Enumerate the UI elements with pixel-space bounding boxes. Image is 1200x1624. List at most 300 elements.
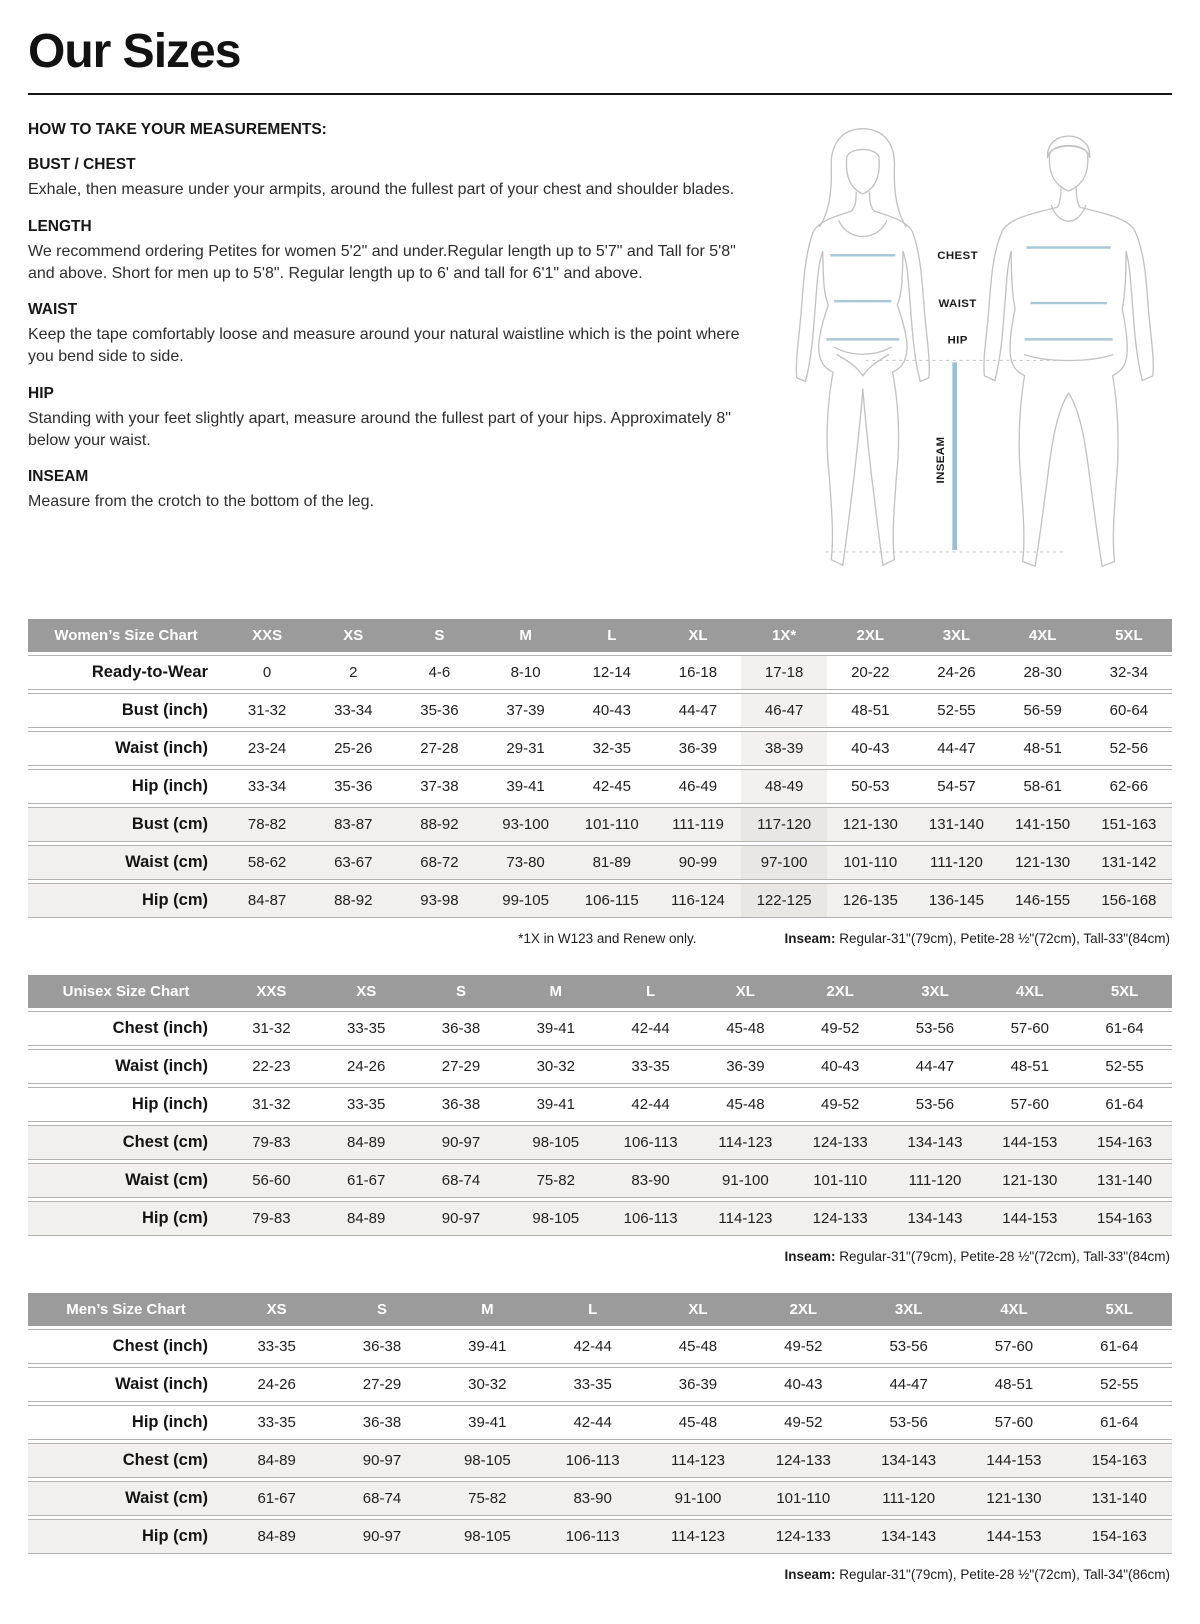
size-column-header: 4XL [1000, 619, 1086, 652]
instruction-waist [28, 301, 770, 368]
size-cell: 106-113 [540, 1443, 645, 1478]
size-cell: 154-163 [1077, 1125, 1172, 1160]
size-cell: 101-110 [793, 1163, 888, 1198]
size-cell: 46-47 [741, 693, 827, 728]
size-cell: 88-92 [310, 883, 396, 918]
size-cell: 33-35 [540, 1367, 645, 1402]
size-column-header: 5XL [1067, 1293, 1172, 1326]
instruction-title: LENGTH [28, 217, 92, 235]
size-cell: 106-113 [603, 1201, 698, 1236]
size-column-header: S [414, 975, 509, 1008]
size-cell: 52-56 [1086, 731, 1172, 766]
size-cell: 93-100 [483, 807, 569, 842]
one-x-footnote: *1X in W123 and Renew only. [518, 931, 697, 946]
size-cell: 23-24 [224, 731, 310, 766]
size-cell: 98-105 [435, 1519, 540, 1554]
size-column-header: 3XL [913, 619, 999, 652]
size-column-header: 4XL [961, 1293, 1066, 1326]
waist-label: WAIST [938, 297, 977, 310]
size-cell: 121-130 [982, 1163, 1077, 1198]
size-cell: 83-87 [310, 807, 396, 842]
table-row [28, 1481, 1172, 1516]
size-cell: 48-51 [982, 1049, 1077, 1084]
size-cell: 30-32 [508, 1049, 603, 1084]
size-column-header: L [603, 975, 698, 1008]
size-column-header: 5XL [1086, 619, 1172, 652]
measurement-figure [770, 111, 1172, 590]
inseam-footnote-text: Regular-31"(79cm), Petite-28 ½"(72cm), Tall-33"(84cm) [835, 1249, 1170, 1264]
size-cell: 88-92 [396, 807, 482, 842]
row-label: Waist (cm) [28, 1163, 224, 1198]
row-label: Hip (inch) [28, 1087, 224, 1122]
size-cell: 57-60 [982, 1087, 1077, 1122]
size-cell: 117-120 [741, 807, 827, 842]
size-cell: 36-39 [655, 731, 741, 766]
size-cell: 42-44 [540, 1405, 645, 1440]
size-column-header: L [540, 1293, 645, 1326]
size-cell: 27-29 [414, 1049, 509, 1084]
size-cell: 60-64 [1086, 693, 1172, 728]
size-cell: 22-23 [224, 1049, 319, 1084]
size-cell: 44-47 [856, 1367, 961, 1402]
size-cell: 98-105 [435, 1443, 540, 1478]
size-cell: 111-120 [913, 845, 999, 880]
size-cell: 49-52 [793, 1011, 888, 1046]
size-cell: 35-36 [310, 769, 396, 804]
size-cell: 101-110 [827, 845, 913, 880]
instruction-body: Measure from the crotch to the bottom of the leg. [28, 493, 374, 511]
size-column-header: 2XL [793, 975, 888, 1008]
size-cell: 91-100 [698, 1163, 793, 1198]
size-column-header: M [508, 975, 603, 1008]
size-column-header: XXS [224, 619, 310, 652]
size-cell: 35-36 [396, 693, 482, 728]
size-cell: 36-39 [645, 1367, 750, 1402]
size-cell: 39-41 [508, 1011, 603, 1046]
womens-inseam-footnote [784, 931, 1170, 946]
size-cell: 90-97 [414, 1125, 509, 1160]
size-cell: 99-105 [483, 883, 569, 918]
size-guide-page [0, 24, 1200, 1582]
size-cell: 52-55 [913, 693, 999, 728]
instruction-hip [28, 385, 770, 452]
size-column-header: 2XL [751, 1293, 856, 1326]
size-cell: 134-143 [856, 1443, 961, 1478]
size-cell: 28-30 [1000, 655, 1086, 690]
size-cell: 48-51 [1000, 731, 1086, 766]
instruction-body: We recommend ordering Petites for women 5'2" and under.Regular length up to 5'7" and Tall for 5'8" and above. Short for men up to 5'8". Regular length up to 6' and tall for 6'1" and above. [28, 242, 736, 282]
size-cell: 121-130 [1000, 845, 1086, 880]
size-cell: 31-32 [224, 1011, 319, 1046]
inseam-footnote-label: Inseam: [784, 1567, 836, 1582]
size-cell: 24-26 [913, 655, 999, 690]
size-cell: 39-41 [483, 769, 569, 804]
size-cell: 12-14 [569, 655, 655, 690]
size-cell: 2 [310, 655, 396, 690]
size-cell: 75-82 [508, 1163, 603, 1198]
size-cell: 36-38 [329, 1329, 434, 1364]
size-cell: 42-44 [540, 1329, 645, 1364]
size-cell: 68-74 [414, 1163, 509, 1198]
size-cell: 24-26 [319, 1049, 414, 1084]
mens-size-table [28, 1290, 1172, 1557]
size-cell: 37-39 [483, 693, 569, 728]
size-cell: 79-83 [224, 1201, 319, 1236]
size-cell: 40-43 [793, 1049, 888, 1084]
size-cell: 52-55 [1067, 1367, 1172, 1402]
table-row [28, 693, 1172, 728]
size-cell: 45-48 [645, 1329, 750, 1364]
size-cell: 114-123 [645, 1519, 750, 1554]
size-cell: 154-163 [1077, 1201, 1172, 1236]
size-cell: 75-82 [435, 1481, 540, 1516]
size-cell: 25-26 [310, 731, 396, 766]
size-column-header: L [569, 619, 655, 652]
size-cell: 114-123 [645, 1443, 750, 1478]
womens-size-table [28, 616, 1172, 921]
size-cell: 45-48 [645, 1405, 750, 1440]
size-cell: 16-18 [655, 655, 741, 690]
size-cell: 44-47 [655, 693, 741, 728]
instruction-body: Standing with your feet slightly apart, measure around the fullest part of your hips. Approximately 8" below your waist. [28, 409, 731, 449]
table-row [28, 1049, 1172, 1084]
mens-inseam-footnote [784, 1567, 1170, 1582]
size-cell: 0 [224, 655, 310, 690]
size-cell: 68-72 [396, 845, 482, 880]
size-cell: 91-100 [645, 1481, 750, 1516]
size-cell: 124-133 [751, 1443, 856, 1478]
size-cell: 39-41 [508, 1087, 603, 1122]
table-row [28, 769, 1172, 804]
table-title: Women’s Size Chart [28, 619, 224, 652]
size-cell: 84-89 [319, 1201, 414, 1236]
size-column-header: 3XL [888, 975, 983, 1008]
size-column-header: XS [319, 975, 414, 1008]
row-label: Hip (inch) [28, 769, 224, 804]
size-cell: 111-120 [888, 1163, 983, 1198]
size-cell: 56-60 [224, 1163, 319, 1198]
size-cell: 98-105 [508, 1125, 603, 1160]
table-row [28, 1087, 1172, 1122]
size-cell: 33-34 [310, 693, 396, 728]
size-cell: 81-89 [569, 845, 655, 880]
size-cell: 62-66 [1086, 769, 1172, 804]
size-cell: 40-43 [569, 693, 655, 728]
table-row [28, 1125, 1172, 1160]
size-cell: 90-97 [414, 1201, 509, 1236]
size-cell: 53-56 [888, 1011, 983, 1046]
size-cell: 79-83 [224, 1125, 319, 1160]
instruction-body: Exhale, then measure under your armpits, around the fullest part of your chest and shoulder blades. [28, 181, 735, 198]
size-cell: 42-44 [603, 1011, 698, 1046]
size-cell: 33-35 [603, 1049, 698, 1084]
size-column-header: M [483, 619, 569, 652]
size-cell: 32-34 [1086, 655, 1172, 690]
row-label: Bust (cm) [28, 807, 224, 842]
size-cell: 106-113 [540, 1519, 645, 1554]
size-cell: 58-62 [224, 845, 310, 880]
measurement-instructions [28, 111, 770, 513]
size-cell: 52-55 [1077, 1049, 1172, 1084]
size-cell: 30-32 [435, 1367, 540, 1402]
instruction-bust-chest [28, 156, 770, 201]
size-cell: 134-143 [856, 1519, 961, 1554]
size-cell: 131-140 [1077, 1163, 1172, 1198]
size-cell: 131-140 [1067, 1481, 1172, 1516]
size-cell: 73-80 [483, 845, 569, 880]
size-cell: 36-38 [329, 1405, 434, 1440]
size-cell: 27-29 [329, 1367, 434, 1402]
size-cell: 84-89 [319, 1125, 414, 1160]
size-cell: 124-133 [793, 1201, 888, 1236]
size-cell: 63-67 [310, 845, 396, 880]
size-column-header: XL [698, 975, 793, 1008]
size-cell: 136-145 [913, 883, 999, 918]
size-cell: 37-38 [396, 769, 482, 804]
size-cell: 33-34 [224, 769, 310, 804]
size-cell: 45-48 [698, 1011, 793, 1046]
size-cell: 68-74 [329, 1481, 434, 1516]
size-cell: 146-155 [1000, 883, 1086, 918]
size-cell: 114-123 [698, 1125, 793, 1160]
size-cell: 53-56 [856, 1329, 961, 1364]
size-cell: 97-100 [741, 845, 827, 880]
size-cell: 48-51 [827, 693, 913, 728]
table-row [28, 845, 1172, 880]
size-cell: 48-49 [741, 769, 827, 804]
size-column-header: XS [224, 1293, 329, 1326]
table-row [28, 883, 1172, 918]
size-cell: 106-115 [569, 883, 655, 918]
size-cell: 33-35 [224, 1405, 329, 1440]
size-cell: 78-82 [224, 807, 310, 842]
size-cell: 121-130 [961, 1481, 1066, 1516]
row-label: Hip (cm) [28, 1201, 224, 1236]
size-cell: 49-52 [751, 1405, 856, 1440]
row-label: Bust (inch) [28, 693, 224, 728]
size-cell: 44-47 [913, 731, 999, 766]
row-label: Hip (cm) [28, 883, 224, 918]
size-cell: 36-39 [698, 1049, 793, 1084]
size-cell: 50-53 [827, 769, 913, 804]
size-cell: 45-48 [698, 1087, 793, 1122]
instruction-title: BUST / CHEST [28, 156, 136, 173]
size-cell: 44-47 [888, 1049, 983, 1084]
size-cell: 38-39 [741, 731, 827, 766]
size-cell: 124-133 [751, 1519, 856, 1554]
size-cell: 24-26 [224, 1367, 329, 1402]
unisex-inseam-footnote [784, 1249, 1170, 1264]
size-cell: 144-153 [982, 1125, 1077, 1160]
size-cell: 36-38 [414, 1087, 509, 1122]
size-cell: 49-52 [793, 1087, 888, 1122]
row-label: Waist (inch) [28, 1367, 224, 1402]
size-cell: 42-45 [569, 769, 655, 804]
size-cell: 40-43 [751, 1367, 856, 1402]
hip-label: HIP [947, 334, 968, 347]
size-cell: 33-35 [319, 1087, 414, 1122]
size-cell: 156-168 [1086, 883, 1172, 918]
size-cell: 57-60 [982, 1011, 1077, 1046]
inseam-label: INSEAM [935, 436, 948, 484]
size-cell: 93-98 [396, 883, 482, 918]
size-cell: 151-163 [1086, 807, 1172, 842]
size-cell: 116-124 [655, 883, 741, 918]
row-label: Chest (cm) [28, 1125, 224, 1160]
row-label: Chest (inch) [28, 1329, 224, 1364]
size-column-header: XL [655, 619, 741, 652]
size-cell: 111-119 [655, 807, 741, 842]
table-row [28, 807, 1172, 842]
size-cell: 20-22 [827, 655, 913, 690]
instructions-heading: HOW TO TAKE YOUR MEASUREMENTS: [28, 121, 327, 138]
size-cell: 57-60 [961, 1405, 1066, 1440]
size-cell: 42-44 [603, 1087, 698, 1122]
size-cell: 84-89 [224, 1519, 329, 1554]
row-label: Waist (cm) [28, 845, 224, 880]
size-cell: 90-97 [329, 1519, 434, 1554]
table-row [28, 1201, 1172, 1236]
size-cell: 131-142 [1086, 845, 1172, 880]
size-column-header: S [396, 619, 482, 652]
row-label: Waist (cm) [28, 1481, 224, 1516]
size-cell: 61-67 [224, 1481, 329, 1516]
table-row [28, 1443, 1172, 1478]
row-label: Hip (cm) [28, 1519, 224, 1554]
size-cell: 36-38 [414, 1011, 509, 1046]
row-label: Ready-to-Wear [28, 655, 224, 690]
size-cell: 39-41 [435, 1405, 540, 1440]
title-divider [28, 93, 1172, 95]
size-cell: 144-153 [961, 1443, 1066, 1478]
size-cell: 121-130 [827, 807, 913, 842]
table-row [28, 1329, 1172, 1364]
size-cell: 144-153 [961, 1519, 1066, 1554]
size-cell: 134-143 [888, 1201, 983, 1236]
page-title: Our Sizes [28, 25, 241, 78]
size-cell: 101-110 [751, 1481, 856, 1516]
inseam-footnote-text: Regular-31"(79cm), Petite-28 ½"(72cm), Tall-34"(86cm) [835, 1567, 1170, 1582]
size-cell: 134-143 [888, 1125, 983, 1160]
unisex-table-footnotes [30, 1249, 1170, 1264]
table-row [28, 1163, 1172, 1198]
size-cell: 56-59 [1000, 693, 1086, 728]
size-column-header: M [435, 1293, 540, 1326]
size-column-header: 4XL [982, 975, 1077, 1008]
size-cell: 144-153 [982, 1201, 1077, 1236]
size-cell: 4-6 [396, 655, 482, 690]
table-row [28, 1405, 1172, 1440]
size-cell: 27-28 [396, 731, 482, 766]
size-cell: 61-64 [1067, 1405, 1172, 1440]
size-column-header: 3XL [856, 1293, 961, 1326]
size-cell: 106-113 [603, 1125, 698, 1160]
table-title: Unisex Size Chart [28, 975, 224, 1008]
body-measurement-illustration [770, 113, 1172, 585]
size-cell: 141-150 [1000, 807, 1086, 842]
size-cell: 84-87 [224, 883, 310, 918]
table-row [28, 1519, 1172, 1554]
chest-label: CHEST [937, 250, 978, 263]
size-cell: 46-49 [655, 769, 741, 804]
mens-table-footnotes [30, 1567, 1170, 1582]
size-column-header: S [329, 1293, 434, 1326]
size-cell: 57-60 [961, 1329, 1066, 1364]
instruction-body: Keep the tape comfortably loose and measure around your natural waistline which is the point where you bend side to side. [28, 326, 740, 365]
instruction-title: HIP [28, 384, 54, 402]
size-cell: 98-105 [508, 1201, 603, 1236]
row-label: Waist (inch) [28, 731, 224, 766]
instruction-inseam [28, 468, 770, 513]
size-cell: 154-163 [1067, 1443, 1172, 1478]
size-cell: 33-35 [319, 1011, 414, 1046]
table-row [28, 731, 1172, 766]
size-cell: 29-31 [483, 731, 569, 766]
size-cell: 61-64 [1077, 1087, 1172, 1122]
size-cell: 90-97 [329, 1443, 434, 1478]
size-column-header: 5XL [1077, 975, 1172, 1008]
size-cell: 48-51 [961, 1367, 1066, 1402]
size-cell: 126-135 [827, 883, 913, 918]
row-label: Hip (inch) [28, 1405, 224, 1440]
inseam-footnote-text: Regular-31"(79cm), Petite-28 ½"(72cm), Tall-33"(84cm) [835, 931, 1170, 946]
size-cell: 122-125 [741, 883, 827, 918]
size-cell: 31-32 [224, 693, 310, 728]
size-cell: 124-133 [793, 1125, 888, 1160]
row-label: Waist (inch) [28, 1049, 224, 1084]
size-column-header: 2XL [827, 619, 913, 652]
measurements-section [28, 111, 1172, 590]
size-cell: 39-41 [435, 1329, 540, 1364]
size-cell: 53-56 [888, 1087, 983, 1122]
size-cell: 83-90 [540, 1481, 645, 1516]
size-cell: 8-10 [483, 655, 569, 690]
row-label: Chest (inch) [28, 1011, 224, 1046]
table-row [28, 655, 1172, 690]
unisex-size-table [28, 972, 1172, 1239]
size-cell: 154-163 [1067, 1519, 1172, 1554]
table-title: Men’s Size Chart [28, 1293, 224, 1326]
size-cell: 61-64 [1067, 1329, 1172, 1364]
size-cell: 53-56 [856, 1405, 961, 1440]
size-cell: 54-57 [913, 769, 999, 804]
womens-table-footnotes [30, 931, 1170, 946]
size-cell: 32-35 [569, 731, 655, 766]
size-cell: 131-140 [913, 807, 999, 842]
table-row [28, 1367, 1172, 1402]
size-cell: 58-61 [1000, 769, 1086, 804]
row-label: Chest (cm) [28, 1443, 224, 1478]
instruction-length [28, 218, 770, 285]
size-cell: 31-32 [224, 1087, 319, 1122]
size-column-header: XL [645, 1293, 750, 1326]
size-cell: 90-99 [655, 845, 741, 880]
woman-silhouette-icon [796, 129, 929, 565]
size-cell: 114-123 [698, 1201, 793, 1236]
inseam-footnote-label: Inseam: [784, 1249, 836, 1264]
size-cell: 83-90 [603, 1163, 698, 1198]
size-cell: 49-52 [751, 1329, 856, 1364]
size-column-header: XXS [224, 975, 319, 1008]
size-cell: 17-18 [741, 655, 827, 690]
table-row [28, 1011, 1172, 1046]
size-cell: 111-120 [856, 1481, 961, 1516]
size-cell: 33-35 [224, 1329, 329, 1364]
inseam-footnote-label: Inseam: [784, 931, 836, 946]
man-silhouette-icon [984, 136, 1153, 566]
size-cell: 84-89 [224, 1443, 329, 1478]
size-column-header: 1X* [741, 619, 827, 652]
